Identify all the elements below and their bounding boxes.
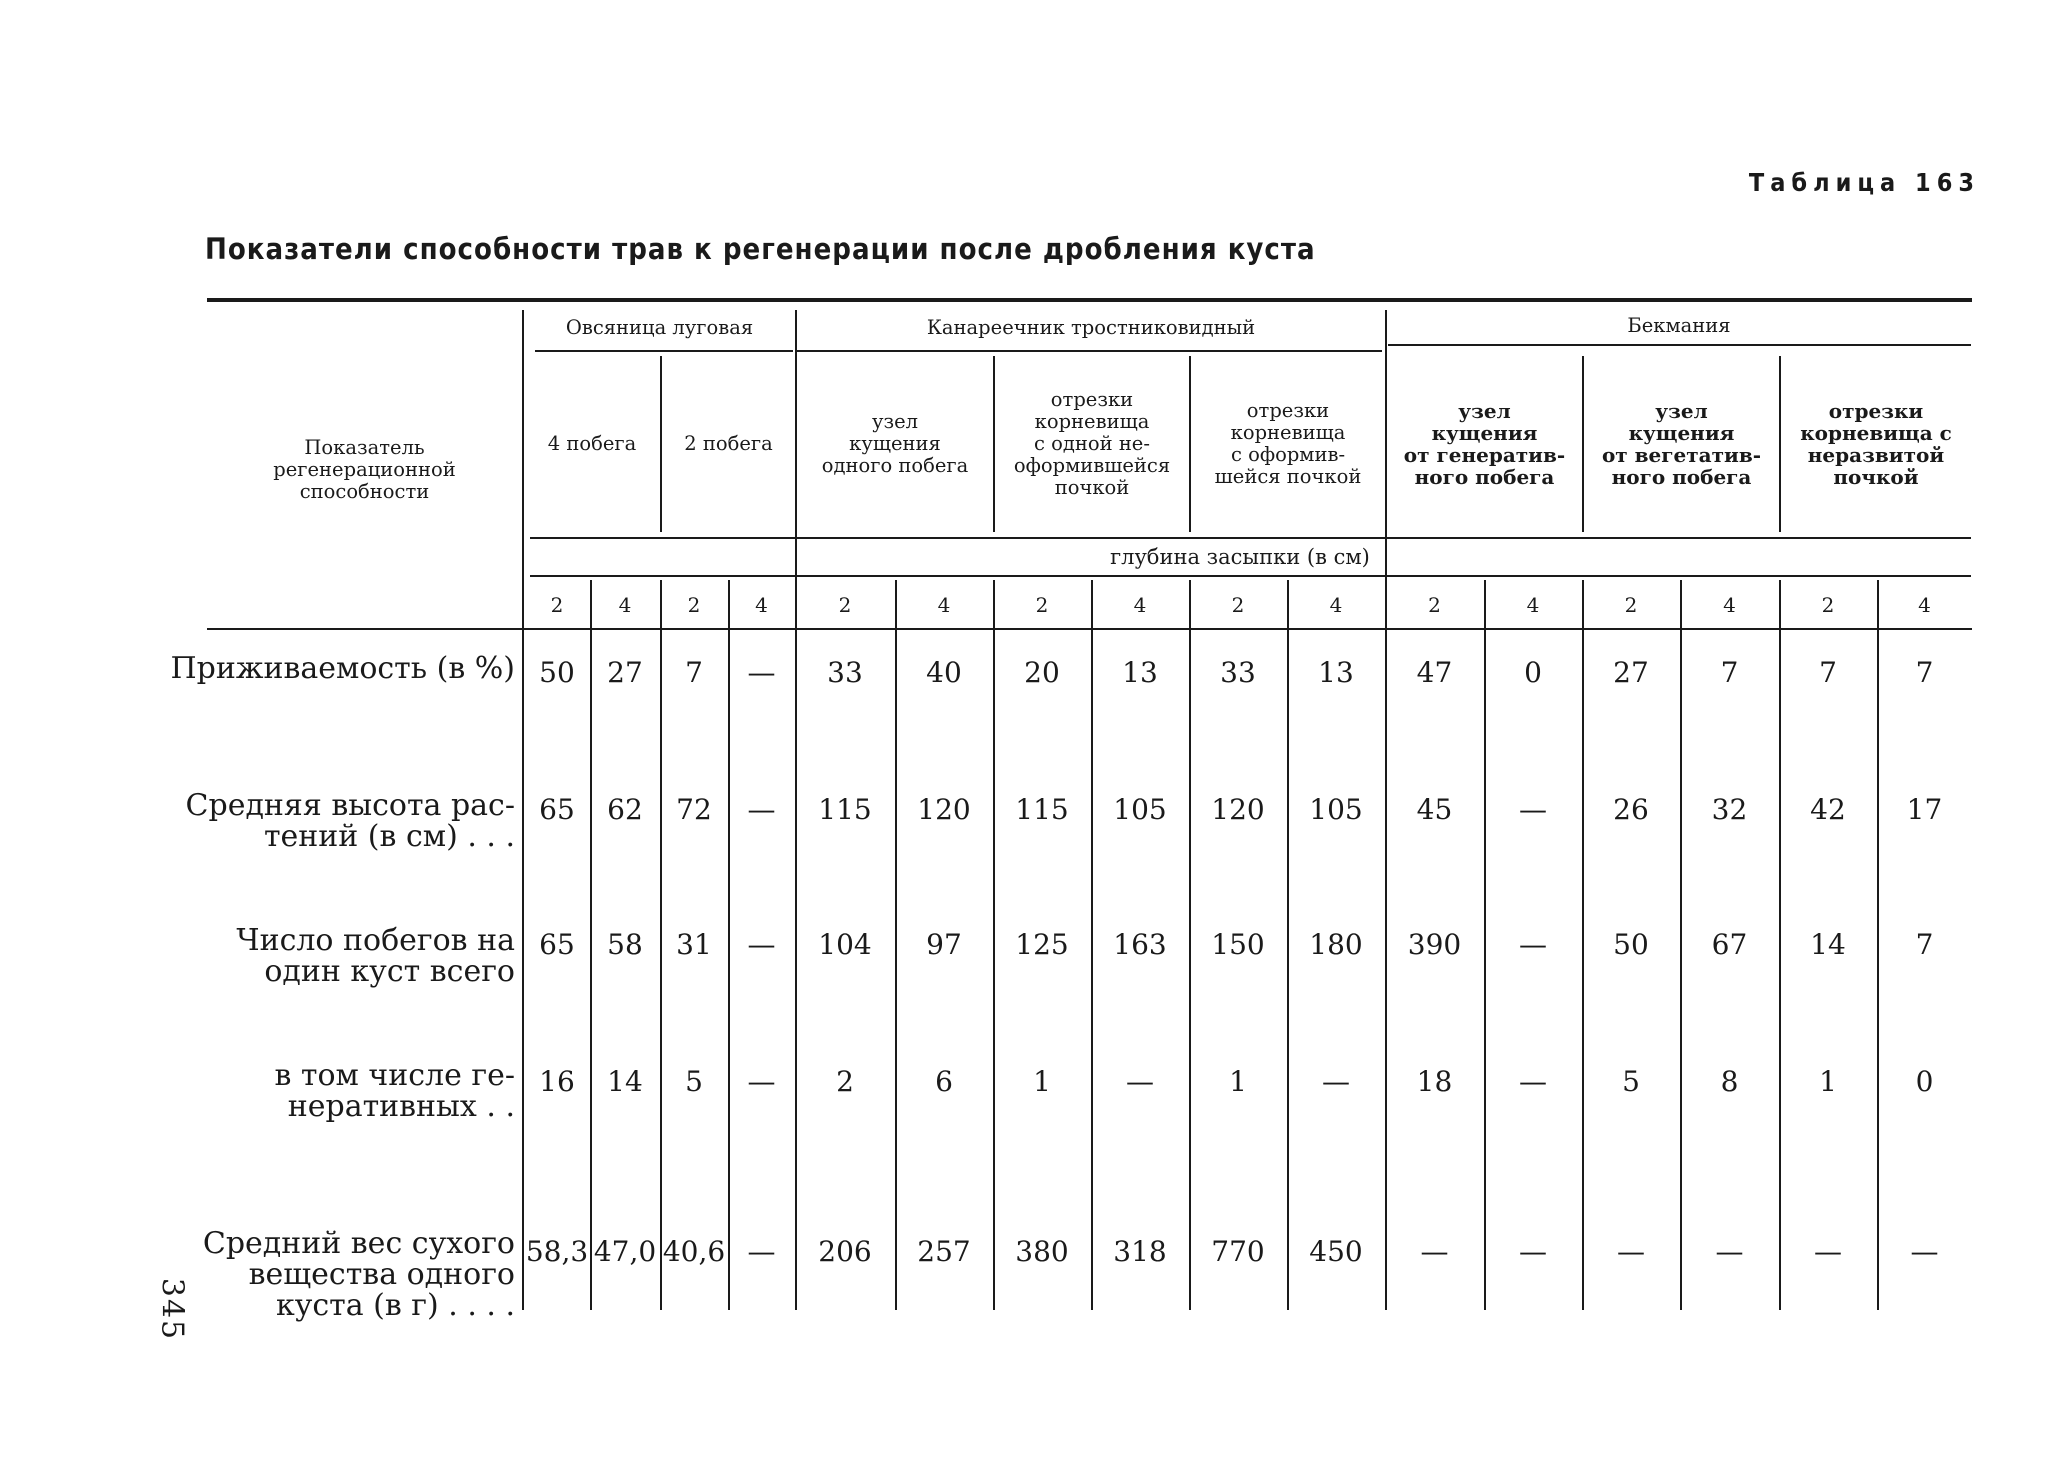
table-cell: 26: [1613, 793, 1649, 826]
table-cell: 97: [926, 928, 962, 961]
table-cell: 115: [1015, 793, 1069, 826]
header-bottom-rule: [207, 628, 1972, 630]
table-cell: 33: [1220, 656, 1256, 689]
depth-cell: 4: [937, 593, 951, 617]
table-cell: —: [1519, 1235, 1547, 1268]
table-cell: 2: [836, 1065, 854, 1098]
subgroup-header: 2 побега: [684, 432, 773, 455]
table-cell: 58,3: [525, 1235, 589, 1268]
table-cell: 180: [1309, 928, 1363, 961]
table-cell: 33: [827, 656, 863, 689]
row-label: Средняя высота рас- тений (в см) . . .: [185, 788, 515, 854]
table-cell: 105: [1309, 793, 1363, 826]
table-cell: 206: [818, 1235, 872, 1268]
table-cell: 105: [1113, 793, 1167, 826]
table-cell: —: [1715, 1235, 1744, 1268]
table-cell: 120: [917, 793, 971, 826]
depth-cell: 4: [1526, 593, 1540, 617]
row-label: Число побегов на один куст всего: [236, 923, 515, 989]
table-cell: 62: [607, 793, 643, 826]
depth-cell: 2: [1624, 593, 1638, 617]
table-cell: 14: [607, 1065, 643, 1098]
table-cell: 7: [1720, 656, 1739, 689]
depth-cell: 4: [618, 593, 632, 617]
table-cell: 47,0: [593, 1235, 657, 1268]
depth-cell: 4: [1918, 593, 1931, 617]
depth-cell: 4: [1329, 593, 1343, 617]
table-cell: 27: [607, 656, 643, 689]
table-cell: 20: [1024, 656, 1060, 689]
depth-cell: 4: [1133, 593, 1147, 617]
table-cell: 50: [539, 656, 575, 689]
depth-cell: 2: [550, 593, 564, 617]
table-cell: 13: [1122, 656, 1158, 689]
depth-cell: 2: [687, 593, 701, 617]
table-cell: 7: [1915, 928, 1934, 961]
table-cell: 390: [1407, 928, 1462, 961]
table-cell: —: [747, 656, 776, 689]
subgroup-header: отрезки корневища с оформив- шейся почкой: [1214, 399, 1362, 488]
table-cell: —: [1814, 1235, 1842, 1268]
table-label: Таблица 163: [1748, 168, 1980, 197]
table-cell: 125: [1015, 928, 1069, 961]
table-cell: —: [1617, 1235, 1645, 1268]
table-cell: —: [1519, 793, 1547, 826]
table-cell: —: [747, 1235, 776, 1268]
depth-cell: 2: [1821, 593, 1835, 617]
subgroup-header: отрезки корневища с одной не- оформившейся почкой: [1013, 388, 1171, 499]
table-cell: 58: [607, 928, 643, 961]
table-cell: 115: [818, 793, 872, 826]
table-cell: 120: [1211, 793, 1265, 826]
table-cell: 8: [1720, 1065, 1739, 1098]
depth-cell: 2: [1428, 593, 1441, 617]
table-cell: 40,6: [662, 1235, 726, 1268]
table-cell: —: [1322, 1065, 1350, 1098]
subgroup-header: узел кущения от генератив- ного побега: [1403, 399, 1566, 489]
group-underline-fescue: [535, 350, 793, 352]
table-cell: 0: [1915, 1065, 1934, 1098]
table-cell: 380: [1015, 1235, 1069, 1268]
table-cell: 72: [676, 793, 712, 826]
table-cell: —: [747, 928, 776, 961]
depth-cell: 4: [1723, 593, 1736, 617]
table-cell: 17: [1906, 793, 1943, 826]
table-cell: 0: [1524, 656, 1542, 689]
table-cell: 7: [1819, 656, 1837, 689]
table-cell: 50: [1613, 928, 1649, 961]
page-number: 345: [154, 1277, 190, 1342]
table-cell: 32: [1711, 793, 1748, 826]
table-cell: 47: [1416, 656, 1453, 689]
table-cell: —: [747, 793, 776, 826]
table-cell: 257: [917, 1235, 971, 1268]
table-cell: 7: [1915, 656, 1934, 689]
table-top-rule: [207, 298, 1972, 302]
group-header-canary: Канареечник тростниковидный: [926, 316, 1256, 339]
table-cell: 104: [818, 928, 872, 961]
row-label: Приживаемость (в %): [170, 651, 515, 686]
table-cell: 150: [1211, 928, 1265, 961]
table-cell: 45: [1416, 793, 1453, 826]
subgroup-header: узел кущения от вегетатив- ного побега: [1601, 399, 1762, 489]
table-cell: 163: [1113, 928, 1167, 961]
group-header-beckmannia: Бекмания: [1627, 314, 1731, 337]
group-underline-beckmannia: [1388, 344, 1971, 346]
depth-cell: 2: [1231, 593, 1245, 617]
depth-label: глубина засыпки (в см): [1110, 545, 1370, 569]
row-header-label: Показатель регенерационной способности: [273, 436, 456, 503]
table-cell: 7: [685, 656, 703, 689]
table-cell: 770: [1211, 1235, 1265, 1268]
table-cell: 450: [1309, 1235, 1363, 1268]
table-cell: 14: [1810, 928, 1846, 961]
table-cell: 6: [935, 1065, 953, 1098]
depth-cell: 2: [838, 593, 852, 617]
subgroup-header: узел кущения одного побега: [821, 410, 969, 477]
depth-label-bottom-rule: [530, 575, 1971, 577]
table-cell: —: [1126, 1065, 1154, 1098]
table-cell: 65: [539, 793, 575, 826]
table-cell: 1: [1819, 1065, 1837, 1098]
subgroup-header: 4 побега: [547, 432, 637, 455]
table-cell: 1: [1229, 1065, 1247, 1098]
table-cell: —: [1519, 1065, 1547, 1098]
table-cell: 5: [1622, 1065, 1640, 1098]
table-cell: —: [1420, 1235, 1449, 1268]
table-cell: 42: [1810, 793, 1846, 826]
table-cell: 27: [1613, 656, 1649, 689]
table-cell: 16: [539, 1065, 575, 1098]
page-title: Показатели способности трав к регенерации после дробления куста: [205, 232, 1316, 266]
table-cell: 5: [685, 1065, 703, 1098]
table-cell: 18: [1416, 1065, 1453, 1098]
depth-cell: 4: [755, 593, 768, 617]
table-cell: 13: [1318, 656, 1354, 689]
subgroup-header: отрезки корневища с неразвитой почкой: [1800, 399, 1952, 489]
group-underline-canary: [797, 350, 1382, 352]
table-cell: 40: [926, 656, 962, 689]
depth-cell: 2: [1035, 593, 1049, 617]
table-cell: 318: [1113, 1235, 1167, 1268]
table-cell: 67: [1711, 928, 1748, 961]
table-cell: —: [747, 1065, 776, 1098]
row-label: Средний вес сухого вещества одного куста (в г) . . . .: [202, 1226, 515, 1323]
group-header-fescue: Овсяница луговая: [565, 316, 754, 339]
table-cell: 65: [539, 928, 575, 961]
table-cell: —: [1519, 928, 1547, 961]
table-cell: —: [1910, 1235, 1939, 1268]
table-cell: 1: [1033, 1065, 1051, 1098]
row-label: в том числе ге- неративных . .: [274, 1058, 515, 1124]
table-cell: 31: [676, 928, 712, 961]
